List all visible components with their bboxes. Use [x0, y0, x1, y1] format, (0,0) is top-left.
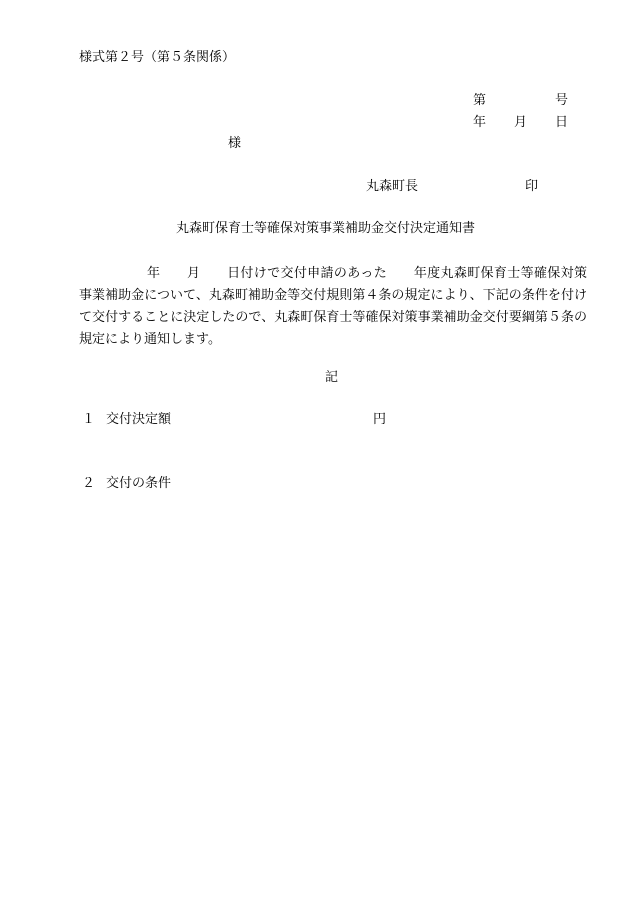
recipient-honorific: 様 [228, 136, 242, 151]
record-label: 記 [325, 370, 339, 385]
issuer-title: 丸森町長 [366, 179, 419, 194]
document-number-suffix: 号 [555, 93, 569, 108]
document-title: 丸森町保育士等確保対策事業補助金交付決定通知書 [176, 221, 476, 236]
date-day: 日 [555, 115, 569, 130]
form-label: 様式第２号（第５条関係） [79, 50, 236, 65]
body-text: 年 月 日付けで交付申請のあった 年度丸森町保育士等確保対策事業補助金について、丸森町補助金等交付規則第４条の規定により、下記の条件を付けて交付することに決定したので、丸森町保育士等確保対策事業補助金交付要綱第５条の規定により通知します。 [79, 266, 587, 347]
date-month: 月 [514, 115, 528, 130]
item-2-number: ２ [82, 476, 96, 491]
document-number-prefix: 第 [473, 93, 487, 108]
item-1-label: 交付決定額 [106, 412, 172, 427]
issuer-seal: 印 [525, 179, 539, 194]
date-year: 年 [473, 115, 487, 130]
item-1-unit: 円 [373, 412, 387, 427]
item-1-number: １ [82, 412, 96, 427]
item-2-label: 交付の条件 [106, 476, 172, 491]
body-paragraph [79, 263, 587, 351]
